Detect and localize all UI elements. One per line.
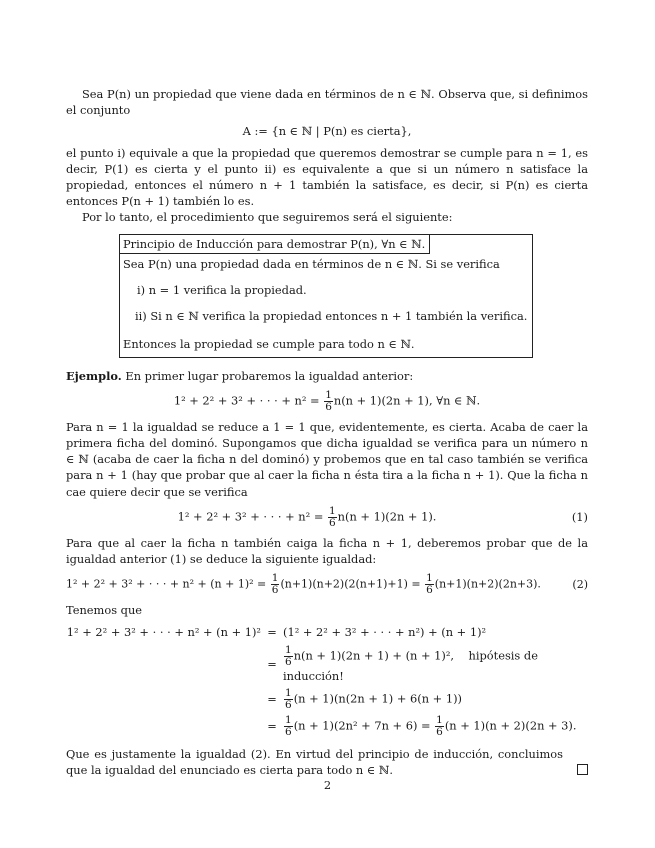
example-lead: En primer lugar probaremos la igualdad anterior: xyxy=(121,368,414,383)
frac-num: 1 xyxy=(285,643,292,656)
equation-2 xyxy=(66,573,588,596)
row4-expr-a: (n + 1)(2n² + 7n + 6) = xyxy=(293,718,435,733)
box-item-1: i) n = 1 verifica la propiedad. xyxy=(137,283,307,298)
equation-1 xyxy=(66,506,588,529)
intro-paragraph-3: Por lo tanto, el procedimiento que seguiremos será el siguiente: xyxy=(82,210,453,225)
frac-num: 1 xyxy=(436,713,443,726)
equation-1-body xyxy=(66,506,548,529)
equation-1-number: (1) xyxy=(571,510,588,525)
example-paragraph-a: Para n = 1 la igualdad se reduce a 1 = 1 que, evidentemente, es cierta. Acaba de caer la primera ficha del dominó. Supongamos que dicha igualdad se verifica para un número n ∈ ℕ (acaba de caer la ficha n del dominó) y probemos que en tal caso también se verifica para n + 1 (hay que probar que al caer la ficha n ésta tira a la ficha n + 1). Que la ficha n cae quiere decir que se verifica xyxy=(66,419,588,499)
derivation-eq-4: = xyxy=(267,719,277,734)
frac-den: 6 xyxy=(271,584,279,597)
aligned-derivation xyxy=(66,624,588,737)
derivation-eq-1: = xyxy=(267,625,277,640)
frac-num: 1 xyxy=(285,713,292,726)
box-line-1: Sea P(n) una propiedad dada en términos de n ∈ ℕ. Si se verifica xyxy=(123,256,500,271)
frac-num: 1 xyxy=(285,686,292,699)
row4-fraction-1 xyxy=(284,715,293,738)
row3-expr: (n + 1)(n(2n + 1) + 6(n + 1)) xyxy=(293,691,462,706)
row3-fraction xyxy=(284,688,293,711)
eq1-lhs: 1² + 2² + 3² + · · · + n² = xyxy=(177,509,327,524)
frac-den: 6 xyxy=(328,516,336,529)
set-definition: A := {n ∈ ℕ | P(n) es cierta}, xyxy=(242,124,412,139)
derivation-row-2 xyxy=(283,645,588,684)
eq2-lhs: 1² + 2² + 3² + · · · + n² + (n + 1)² = xyxy=(66,577,270,591)
frac-num: 1 xyxy=(271,572,279,585)
box-conclusion: Entonces la propiedad se cumple para todo n ∈ ℕ. xyxy=(123,337,415,352)
row2-expr: n(n + 1)(2n + 1) + (n + 1)², xyxy=(293,648,455,663)
example-heading: Ejemplo. xyxy=(66,368,122,383)
row2-fraction xyxy=(284,645,293,668)
derivation-eq-3: = xyxy=(267,692,277,707)
derivation-lhs: 1² + 2² + 3² + · · · + n² + (n + 1)² xyxy=(66,625,261,640)
equation-0-body xyxy=(66,390,588,413)
box-title: Principio de Inducción para demostrar P(n), ∀n ∈ ℕ. xyxy=(120,235,430,254)
document-body xyxy=(66,86,588,778)
conclusion-paragraph: Que es justamente la igualdad (2). En virtud del principio de inducción, concluimos que la igualdad del enunciado es cierta para todo n ∈ ℕ. xyxy=(66,746,563,778)
box-item-2: ii) Si n ∈ ℕ verifica la propiedad entonces n + 1 también la verifica. xyxy=(135,309,528,324)
eq0-fraction xyxy=(324,390,333,413)
box-body xyxy=(120,254,532,357)
example-intro xyxy=(66,368,588,384)
intro-paragraph-1: Sea P(n) un propiedad que viene dada en términos de n ∈ ℕ. Observa que, si definimos el conjunto xyxy=(66,87,588,118)
equation-0 xyxy=(66,390,588,413)
equation-2-number: (2) xyxy=(572,577,588,591)
row2-note: hipótesis de inducción! xyxy=(283,648,538,683)
page-number: 2 xyxy=(323,778,332,792)
equation-2-body xyxy=(66,573,560,596)
derivation-row-1: (1² + 2² + 3² + · · · + n²) + (n + 1)² xyxy=(283,625,487,640)
frac-num: 1 xyxy=(325,388,332,401)
frac-num: 1 xyxy=(328,504,336,517)
derivation-row-4 xyxy=(283,715,588,738)
example-paragraph-c: Tenemos que xyxy=(66,603,143,618)
eq2-fraction-1 xyxy=(271,573,280,596)
conclusion-block xyxy=(66,746,588,778)
eq2-rhs: (n+1)(n+2)(2n+3). xyxy=(434,577,541,591)
eq1-rhs: n(n + 1)(2n + 1). xyxy=(337,509,437,524)
example-paragraph-b: Para que al caer la ficha n también caiga la ficha n + 1, deberemos probar que de la igualdad anterior (1) se deduce la siguiente igualdad: xyxy=(66,535,588,567)
eq0-rhs: n(n + 1)(2n + 1), ∀n ∈ ℕ. xyxy=(333,393,481,408)
eq2-mid: (n+1)(n+2)(2(n+1)+1) = xyxy=(280,577,425,591)
frac-den: 6 xyxy=(285,655,292,668)
eq1-fraction xyxy=(328,506,337,529)
frac-den: 6 xyxy=(426,584,433,597)
qed-square-icon xyxy=(577,764,588,775)
eq2-fraction-2 xyxy=(425,573,434,596)
intro-paragraph-2: el punto i) equivale a que la propiedad que queremos demostrar se cumple para n = 1, es decir, P(1) es cierta y el punto ii) es equivalente a que si un número n satisface la propiedad, entonces el número n + 1 también la satisface, es decir, si P(n) es cierta entonces P(n + 1) también lo es. xyxy=(66,145,588,209)
frac-den: 6 xyxy=(285,698,292,711)
derivation-eq-2: = xyxy=(267,657,277,672)
row4-fraction-2 xyxy=(435,715,444,738)
eq0-lhs: 1² + 2² + 3² + · · · + n² = xyxy=(173,393,324,408)
induction-principle-box xyxy=(119,234,533,358)
frac-den: 6 xyxy=(436,725,443,738)
row4-expr-b: (n + 1)(n + 2)(2n + 3). xyxy=(444,718,577,733)
frac-den: 6 xyxy=(285,725,292,738)
frac-num: 1 xyxy=(426,572,433,585)
derivation-row-3 xyxy=(283,688,588,711)
frac-den: 6 xyxy=(325,400,332,413)
